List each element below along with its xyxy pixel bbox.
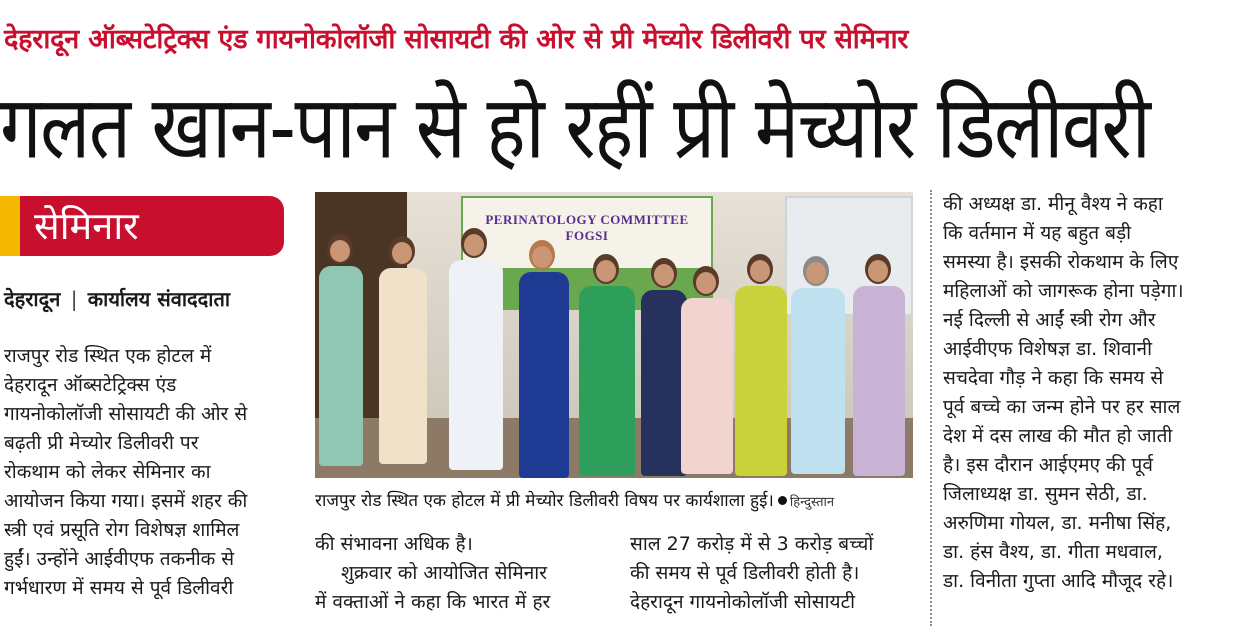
column-line: की संभावना अधिक है। bbox=[315, 533, 473, 555]
article-headline: गलत खान-पान से हो रहीं प्री मेच्योर डिलीवरी bbox=[0, 77, 1150, 179]
column-line: राजपुर रोड स्थित एक होटल में bbox=[4, 345, 212, 367]
column-line: समस्या है। इसकी रोकथाम के लिए bbox=[943, 251, 1179, 273]
section-tag bbox=[0, 196, 284, 256]
section-tag-stripe bbox=[0, 196, 20, 256]
column-line: कि वर्तमान में यह बहुत बड़ी bbox=[943, 222, 1132, 244]
article-column-3 bbox=[630, 530, 920, 617]
article-column-1 bbox=[4, 342, 294, 603]
column-line: बढ़ती प्री मेच्योर डिलीवरी पर bbox=[4, 432, 199, 454]
byline-place: देहरादून bbox=[4, 287, 61, 311]
column-line: रोकथाम को लेकर सेमिनार का bbox=[4, 461, 211, 483]
column-line: देश में दस लाख की मौत हो जाती bbox=[943, 425, 1173, 447]
column-divider bbox=[930, 190, 932, 626]
column-line: हुईं। उन्होंने आईवीएफ तकनीक से bbox=[4, 548, 235, 570]
column-line: जिलाध्यक्ष डा. सुमन सेठी, डा. bbox=[943, 483, 1148, 505]
article-column-2 bbox=[315, 530, 605, 617]
column-line: पूर्व बच्चे का जन्म होने पर हर साल bbox=[943, 396, 1181, 418]
photo-banner-text: PERINATOLOGY COMMITTEE FOGSI bbox=[485, 212, 689, 243]
column-line: नई दिल्ली से आईं स्त्री रोग और bbox=[943, 309, 1156, 331]
photo-banner bbox=[461, 196, 713, 270]
photo-caption bbox=[315, 486, 913, 516]
column-line: डा. विनीता गुप्ता आदि मौजूद रहे। bbox=[943, 570, 1174, 592]
column-line: आयोजन किया गया। इसमें शहर की bbox=[4, 490, 248, 512]
byline bbox=[4, 282, 294, 316]
column-line: देहरादून गायनोकोलॉजी सोसायटी bbox=[630, 591, 856, 613]
column-line: की समय से पूर्व डिलीवरी होती है। bbox=[630, 562, 860, 584]
column-line: देहरादून ऑब्सटेट्रिक्स एंड bbox=[4, 374, 177, 396]
column-line: शुक्रवार को आयोजित सेमिनार bbox=[341, 562, 547, 584]
photo-caption-text: राजपुर रोड स्थित एक होटल में प्री मेच्योर डिलीवरी विषय पर कार्यशाला हुई। bbox=[315, 491, 774, 511]
article-photo bbox=[315, 192, 913, 478]
column-line: है। इस दौरान आईएमए की पूर्व bbox=[943, 454, 1153, 476]
article-kicker: देहरादून ऑब्सटेट्रिक्स एंड गायनोकोलॉजी सोसायटी की ओर से प्री मेच्योर डिलीवरी पर सेमिनार bbox=[4, 24, 909, 55]
bullet-icon bbox=[778, 496, 787, 505]
byline-desk: कार्यालय संवाददाता bbox=[87, 287, 231, 311]
byline-separator: | bbox=[70, 287, 78, 311]
column-line: गर्भधारण में समय से पूर्व डिलीवरी bbox=[4, 577, 234, 599]
photo-credit: हिन्दुस्तान bbox=[789, 495, 835, 510]
column-line: सचदेवा गौड़ ने कहा कि समय से bbox=[943, 367, 1164, 389]
column-line: अरुणिमा गोयल, डा. मनीषा सिंह, bbox=[943, 512, 1172, 534]
article-column-4 bbox=[943, 190, 1249, 596]
column-line: की अध्यक्ष डा. मीनू वैश्य ने कहा bbox=[943, 193, 1163, 215]
column-line: डा. हंस वैश्य, डा. गीता मधवाल, bbox=[943, 541, 1163, 563]
column-line: स्त्री एवं प्रसूति रोग विशेषज्ञ शामिल bbox=[4, 519, 240, 541]
column-line: गायनोकोलॉजी सोसायटी की ओर से bbox=[4, 403, 248, 425]
column-line: साल 27 करोड़ में से 3 करोड़ बच्चों bbox=[630, 533, 874, 555]
column-line: में वक्ताओं ने कहा कि भारत में हर bbox=[315, 591, 551, 613]
column-line: महिलाओं को जागरूक होना पड़ेगा। bbox=[943, 280, 1184, 302]
section-tag-label: सेमिनार bbox=[34, 204, 139, 248]
column-line: आईवीएफ विशेषज्ञ डा. शिवानी bbox=[943, 338, 1152, 360]
